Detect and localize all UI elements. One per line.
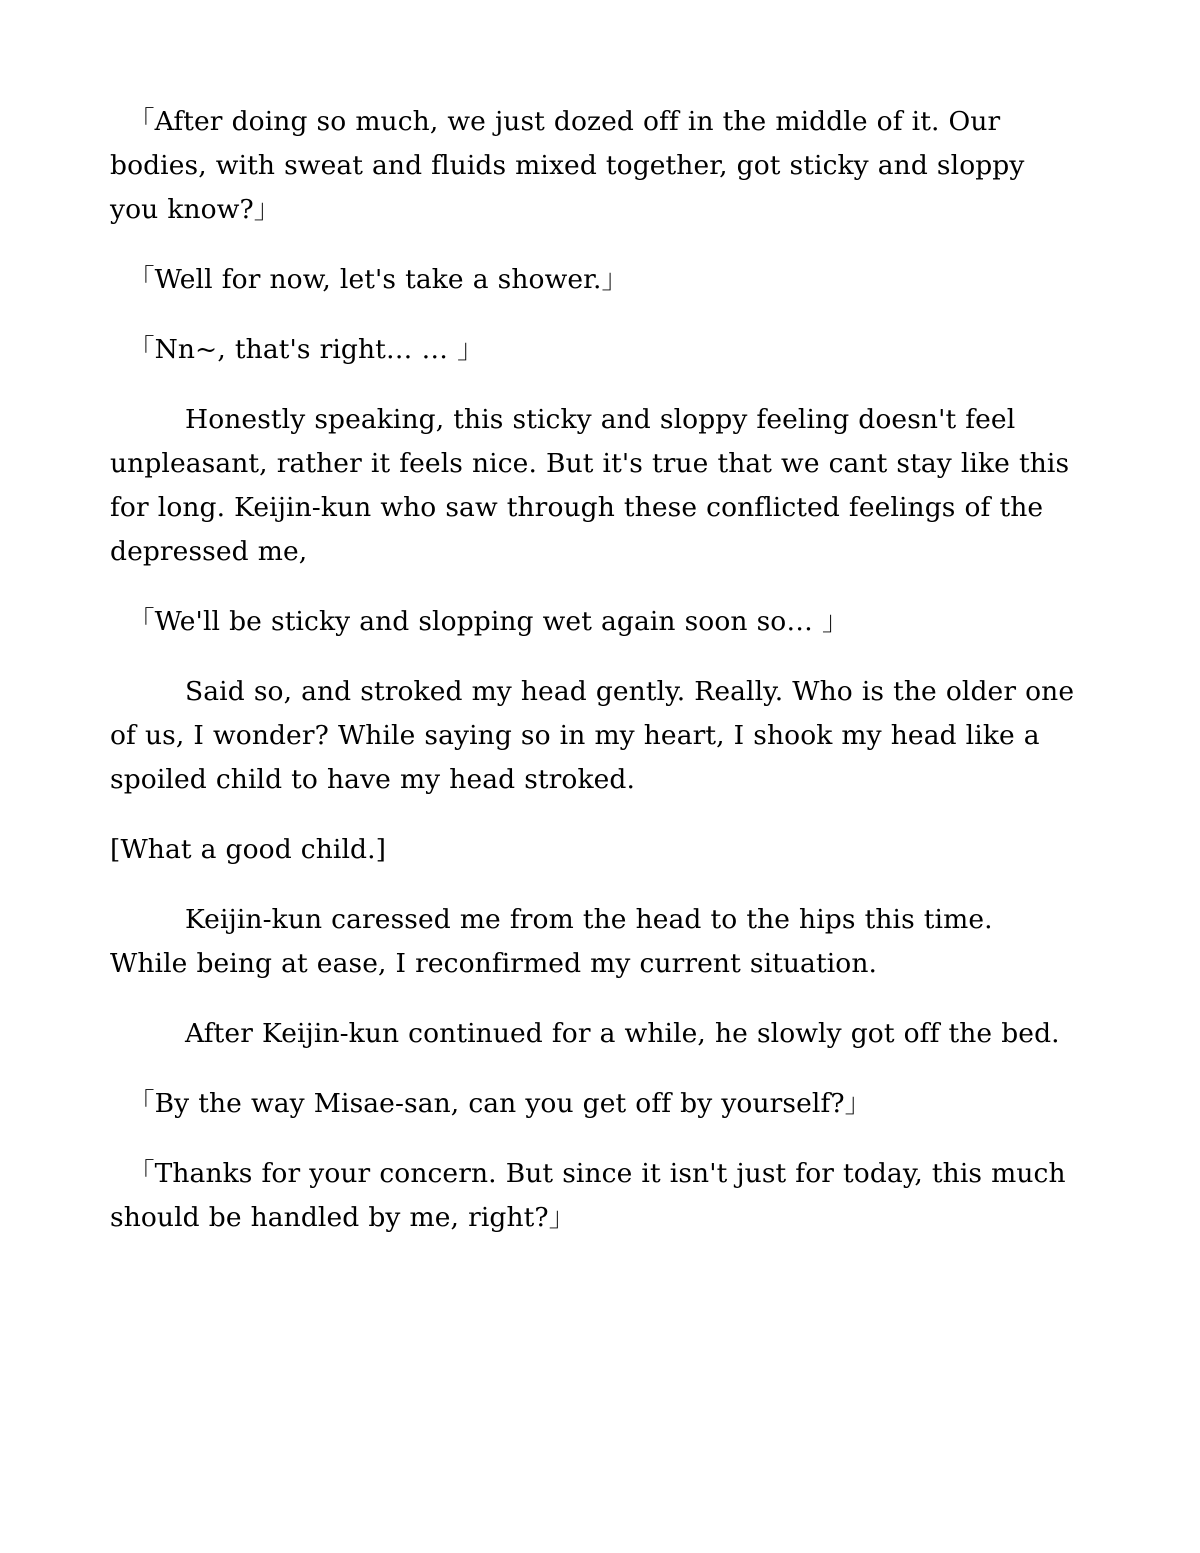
paragraph-dialogue: 「After doing so much, we just dozed off in the middle of it. Our bodies, with sweat and fluids mixed together, got sticky and sloppy you know?」 [110,106,1025,225]
paragraph-dialogue: 「We'll be sticky and slopping wet again soon so… 」 [128,606,849,637]
paragraph-dialogue: 「Nn~, that's right… … 」 [128,334,484,365]
paragraph-narrative: After Keijin-kun continued for a while, he slowly got off the bed. [185,1018,1060,1049]
paragraph-dialogue: 「Thanks for your concern. But since it isn't just for today, this much should be handled by me, right?」 [110,1158,1066,1233]
paragraph-narrative: Keijin-kun caressed me from the head to the hips this time. While being at ease, I reconfirmed my current situation. [110,904,993,979]
document-body [110,100,1078,1240]
paragraph-narrative: Honestly speaking, this sticky and sloppy feeling doesn't feel unpleasant, rather it feels nice. But it's true that we cant stay like this for long. Keijin-kun who saw through these conflicted feelings of the depressed me, [110,404,1070,567]
paragraph-dialogue: 「Well for now, let's take a shower.」 [128,264,629,295]
paragraph-inner-thought: [What a good child.] [110,834,387,865]
paragraph-narrative: Said so, and stroked my head gently. Really. Who is the older one of us, I wonder? While saying so in my heart, I shook my head like a spoiled child to have my head stroked. [110,676,1075,795]
paragraph-dialogue: 「By the way Misae-san, can you get off by yourself?」 [128,1088,872,1119]
